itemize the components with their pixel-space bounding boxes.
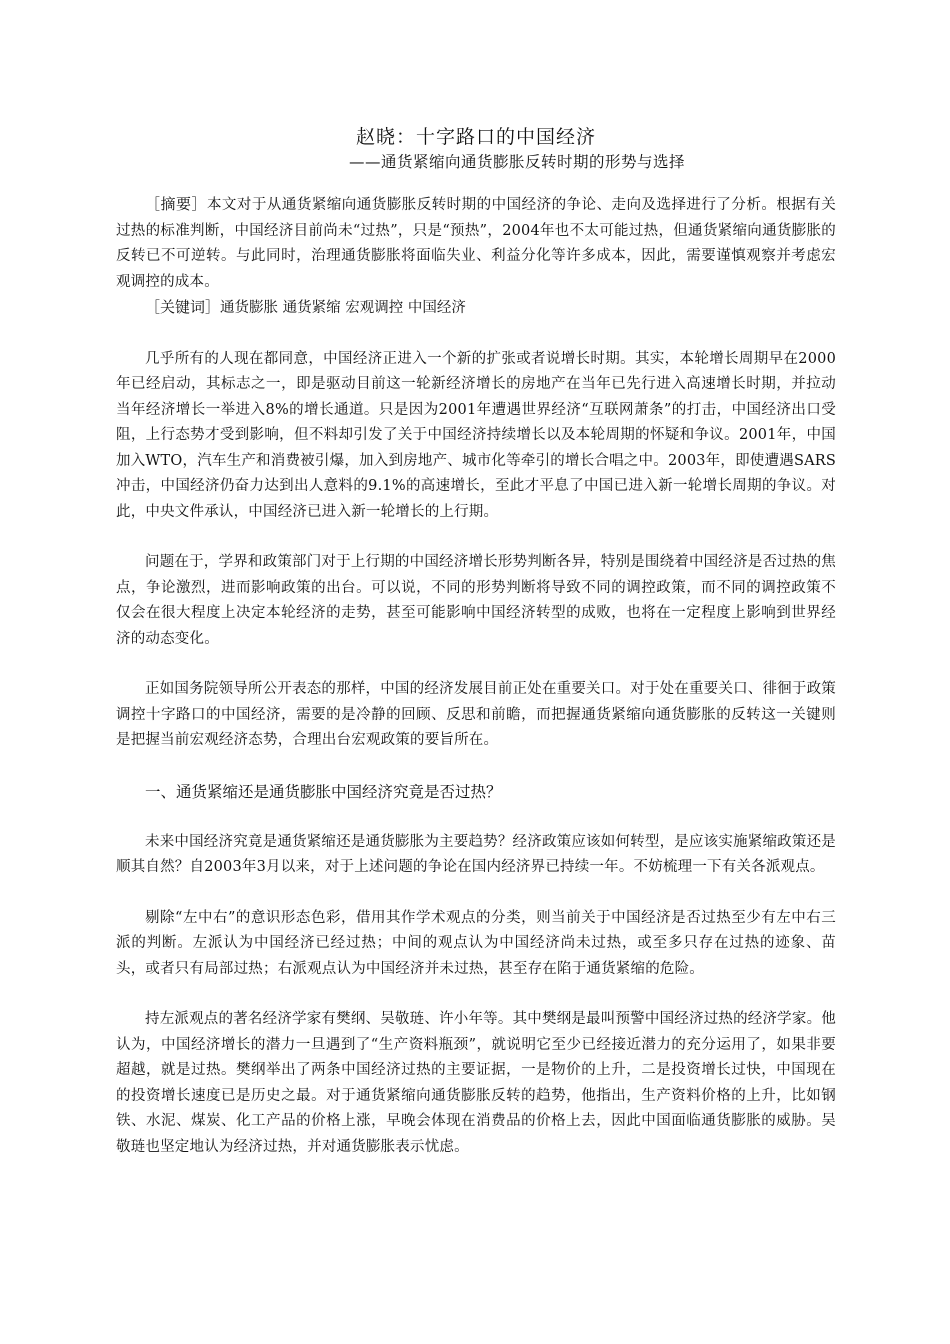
paragraph-gap [116,754,836,779]
body-paragraph: 几乎所有的人现在都同意，中国经济正进入一个新的扩张或者说增长时期。其实，本轮增长周期早在2000年已经启动，其标志之一，即是驱动目前这一轮新经济增长的房地产在当年已先行进入高速增长时期，并拉动当年经济增长一举进入8%的增长通道。只是因为2001年遭遇世界经济“互联网萧条”的打击，中国经济出口受阻，上行态势才受到影响，但不料却引发了关于中国经济持续增长以及本轮周期的怀疑和争议。2001年，中国加入WTO，汽车生产和消费被引爆，加入到房地产、城市化等牵引的增长合唱之中。2003年，即使遭遇SARS冲击，中国经济仍奋力达到出人意料的9.1%的高速增长，至此才平息了中国已进入新一轮增长周期的争议。对此，中央文件承认，中国经济已进入新一轮增长的上行期。 [116,350,836,520]
document-subtitle: ——通货紧缩向通货膨胀反转时期的形势与选择 [349,153,686,171]
paragraph-gap [116,982,836,1007]
body-paragraph: 问题在于，学界和政策部门对于上行期的中国经济增长形势判断各异，特别是围绕着中国经济是否过热的焦点，争论激烈，进而影响政策的出台。可以说，不同的形势判断将导致不同的调控政策，而不同的调控政策不仅会在很大程度上决定本轮经济的走势，甚至可能影响中国经济转型的成败，也将在一定程度上影响到世界经济的动态变化。 [116,554,836,647]
section-heading: 一、通货紧缩还是通货膨胀中国经济究竟是否过热？ [145,782,502,801]
keywords-line [116,295,836,322]
keywords-label: ［关键词］ [145,298,221,316]
section-paragraph: 剔除“左中右”的意识形态色彩，借用其作学术观点的分类，则当前关于中国经济是否过热至少有左中右三派的判断。左派认为中国经济已经过热；中间的观点认为中国经济尚未过热，或至多只存在过热的迹象、苗头，或者只有局部过热；右派观点认为中国经济并未过热，甚至存在陷于通货紧缩的危险。 [116,909,836,977]
abstract-paragraph [116,192,836,295]
paragraph-gap [116,805,836,830]
document-title: 赵晓：十字路口的中国经济 [355,126,596,148]
paragraph-gap [116,525,836,550]
paragraph-gap [116,322,836,347]
body-paragraph: 正如国务院领导所公开表态的那样，中国的经济发展目前正处在重要关口。对于处在重要关口、徘徊于政策调控十字路口的中国经济，需要的是冷静的回顾、反思和前瞻，而把握通货紧缩向通货膨胀的反转这一关键则是把握当前宏观经济态势，合理出台宏观政策的要旨所在。 [116,681,836,748]
abstract-label: ［摘要］ [145,195,207,213]
keywords-text: 通货膨胀 通货紧缩 宏观调控 中国经济 [220,300,466,316]
paragraph-gap [116,881,836,906]
section-paragraph: 持左派观点的著名经济学家有樊纲、吴敬琏、许小年等。其中樊纲是最叫预警中国经济过热的经济学家。他认为，中国经济增长的潜力一旦遇到了“生产资料瓶颈”，就说明它至少已经接近潜力的充分运用了，如果非要超越，就是过热。樊纲举出了两条中国经济过热的主要证据，一是物价的上升，二是投资增长过快，中国现在的投资增长速度已是历史之最。对于通货紧缩向通货膨胀反转的趋势，他指出，生产资料价格的上升，比如钢铁、水泥、煤炭、化工产品的价格上涨，早晚会体现在消费品的价格上去，因此中国面临通货膨胀的威胁。吴敬琏也坚定地认为经济过热，并对通货膨胀表示忧虑。 [116,1011,836,1155]
paragraph-gap [116,652,836,677]
section-paragraph: 未来中国经济究竟是通货紧缩还是通货膨胀为主要趋势？经济政策应该如何转型，是应该实施紧缩政策还是顺其自然？自2003年3月以来，对于上述问题的争论在国内经济界已持续一年。不妨梳理一下有关各派观点。 [116,833,836,875]
document-content [116,124,836,1160]
abstract-block [116,192,836,322]
abstract-text: 本文对于从通货紧缩向通货膨胀反转时期的中国经济的争论、走向及选择进行了分析。根据有关过热的标准判断，中国经济目前尚未“过热”，只是“预热”，2004年也不太可能过热，但通货紧缩向通货膨胀的反转已不可逆转。与此同时，治理通货膨胀将面临失业、利益分化等许多成本，因此，需要谨慎观察并考虑宏观调控的成本。 [116,197,836,290]
